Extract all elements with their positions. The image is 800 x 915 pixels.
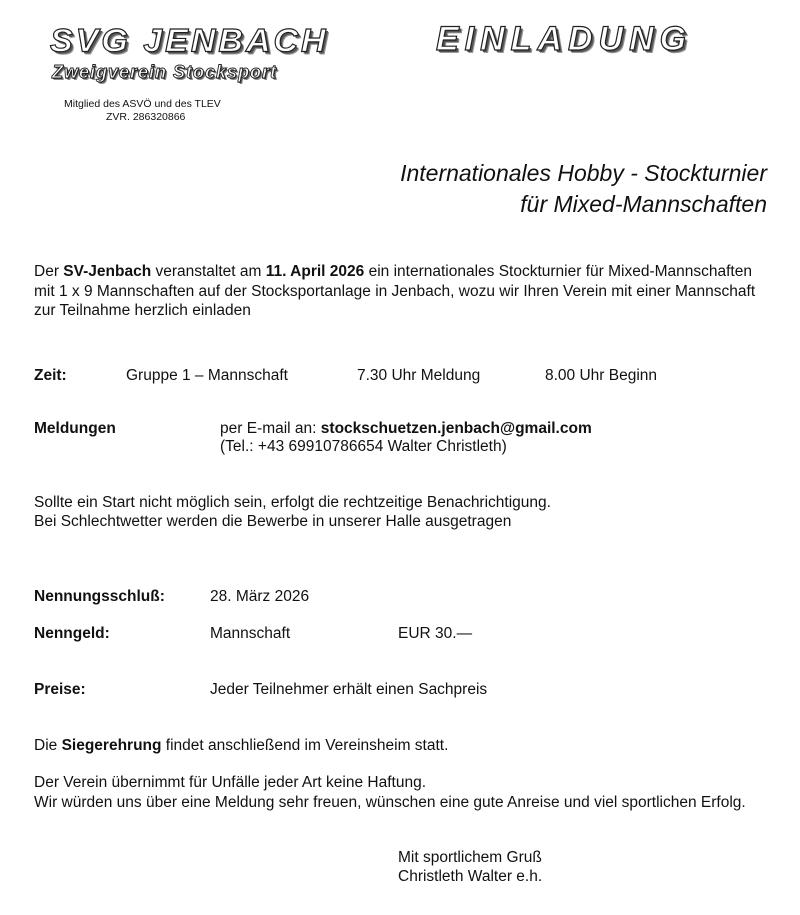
time-label: Zeit:	[34, 367, 67, 384]
intro-text: veranstaltet am	[151, 263, 266, 280]
invitation-heading: EINLADUNG	[436, 20, 693, 58]
registration-label: Meldungen	[34, 420, 116, 437]
deadline-label: Nennungsschluß:	[34, 588, 165, 605]
intro-text: Der	[34, 263, 64, 280]
time-registration: 7.30 Uhr Meldung	[357, 367, 481, 384]
zvr-number: ZVR. 286320866	[106, 111, 186, 123]
ceremony-text: findet anschließend im Vereinsheim statt.	[161, 737, 449, 754]
time-start: 8.00 Uhr Beginn	[545, 367, 658, 384]
prizes-label: Preise:	[34, 681, 86, 698]
contact-phone: (Tel.: +43 69910786654 Walter Christleth)	[220, 438, 507, 455]
prizes-value: Jeder Teilnehmer erhält einen Sachpreis	[210, 681, 488, 698]
ceremony-bold: Siegerehrung	[61, 737, 162, 754]
club-logo-subtitle: Zweigverein Stocksport	[52, 62, 278, 82]
membership-note: Mitglied des ASVÖ und des TLEV	[64, 98, 221, 110]
intro-text: ein internationales Stockturnier für Mixed-Mannschaften mit 1 x 9 Mannschaften auf der Stocksportanlage in Jenbach, wozu wir Ihren Verein mit einer Mannschaft zur Teilnahme herzlich einladen	[34, 263, 756, 319]
weather-note: Bei Schlechtwetter werden die Bewerbe in unserer Halle ausgetragen	[34, 513, 512, 530]
event-date: 11. April 2026	[265, 263, 365, 280]
email-prefix: per E-mail an:	[220, 420, 321, 437]
fee-unit: Mannschaft	[210, 625, 291, 642]
registration-email-line	[220, 420, 592, 438]
fee-amount: EUR 30.—	[398, 625, 473, 642]
deadline-value: 28. März 2026	[210, 588, 310, 605]
cancellation-note: Sollte ein Start nicht möglich sein, erfolgt die rechtzeitige Benachrichtigung.	[34, 494, 551, 511]
ceremony-text: Die	[34, 737, 62, 754]
ceremony-line	[34, 737, 448, 755]
fee-label: Nenngeld:	[34, 625, 110, 642]
signature-greeting: Mit sportlichem Gruß	[398, 849, 542, 866]
time-group: Gruppe 1 – Mannschaft	[126, 367, 288, 384]
intro-paragraph	[34, 262, 774, 321]
closing-wish: Wir würden uns über eine Meldung sehr freuen, wünschen eine gute Anreise und viel sportlichen Erfolg.	[34, 794, 746, 811]
tournament-subtitle: für Mixed-Mannschaften	[520, 191, 767, 217]
tournament-title: Internationales Hobby - Stockturnier	[400, 160, 767, 186]
liability-note: Der Verein übernimmt für Unfälle jeder Art keine Haftung.	[34, 774, 426, 791]
contact-email[interactable]: stockschuetzen.jenbach@gmail.com	[320, 420, 592, 437]
host-club: SV-Jenbach	[63, 263, 152, 280]
signature-name: Christleth Walter e.h.	[398, 868, 543, 885]
club-logo-title: SVG JENBACH	[50, 22, 329, 60]
